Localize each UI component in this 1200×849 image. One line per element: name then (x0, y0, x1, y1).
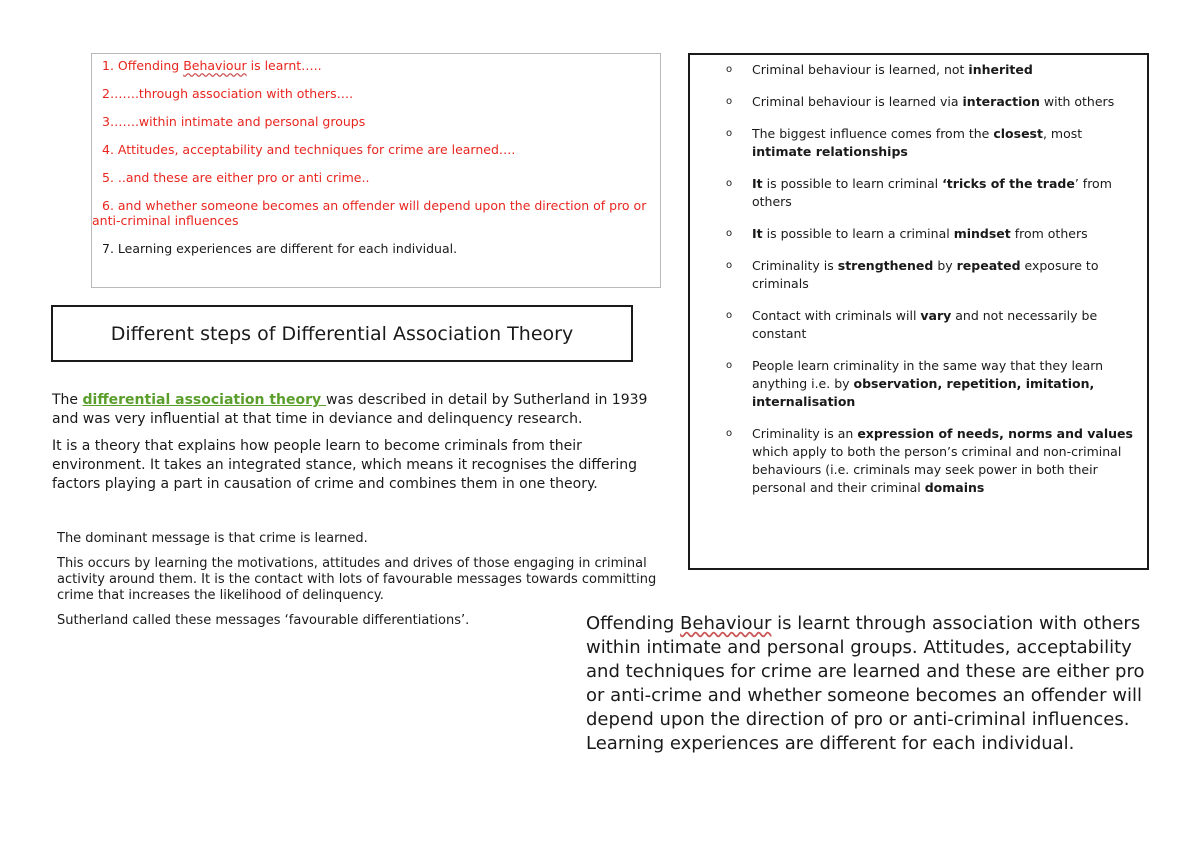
bullet-icon: o (726, 96, 733, 107)
summary-pre: Offending (586, 613, 681, 634)
bullet-icon: o (726, 128, 733, 139)
dominant-message-section (57, 531, 657, 638)
summary-post: is learnt through association with others within intimate and personal groups. Attitudes, acceptability and techniques for crime are learned and these are either pro or anti-crime and whether someone becomes an offender will depend upon the direction of pro or anti-criminal influences. Learning experiences are different for each individual. (586, 613, 1145, 754)
key-points-box (688, 53, 1149, 570)
bullet-icon: o (726, 360, 733, 371)
step-7: 7. Learning experiences are different for each individual. (102, 241, 458, 256)
differential-association-link[interactable]: differential association theory (82, 392, 327, 408)
list-item: o Criminal behaviour is learned, not inherited (726, 62, 1033, 77)
bullet-icon: o (726, 310, 733, 321)
step-5: 5. ..and these are either pro or anti crime.. (102, 170, 370, 185)
list-item: o Criminality is strengthened by repeated exposure to criminals (726, 258, 1099, 291)
step-2: 2…….through association with others…. (102, 86, 354, 101)
page-title: Different steps of Differential Association Theory (110, 322, 574, 345)
dominant-paragraph-3: Sutherland called these messages ‘favourable differentiations’. (57, 613, 470, 628)
step-3: 3…….within intimate and personal groups (102, 114, 366, 129)
list-item: o Contact with criminals will vary and not necessarily be constant (726, 308, 1098, 341)
bullet-icon: o (726, 428, 733, 439)
list-item: o It is possible to learn a criminal mindset from others (726, 226, 1088, 241)
bullet-icon: o (726, 228, 733, 239)
step-1-pre: 1. Offending (102, 58, 184, 73)
step-1-wave: Behaviour (183, 58, 247, 73)
list-item: o The biggest influence comes from the closest, most intimate relationships (726, 126, 1083, 159)
step-1-post: is learnt….. (246, 58, 322, 73)
key-points-list (726, 61, 1133, 497)
bullet-icon: o (726, 260, 733, 271)
dominant-paragraph-1: The dominant message is that crime is learned. (57, 531, 368, 546)
summary-wave: Behaviour (680, 613, 772, 634)
intro-paragraph-1 (52, 391, 662, 429)
list-item: o It is possible to learn criminal ‘tricks of the trade’ from others (726, 176, 1112, 209)
dominant-paragraph-2: This occurs by learning the motivations, attitudes and drives of those engaging in criminal activity around them. It is the contact with lots of favourable messages towards committing crime that increases the likelihood of delinquency. (57, 556, 657, 603)
intro-section (52, 391, 662, 502)
bullet-icon: o (726, 64, 733, 75)
list-item: o Criminality is an expression of needs, norms and values which apply to both the person’s criminal and non-criminal behaviours (i.e. criminals may seek power in both their personal and their criminal domains (726, 426, 1133, 495)
list-item: o Criminal behaviour is learned via interaction with others (726, 94, 1115, 109)
step-1 (92, 58, 650, 73)
page-title-box (51, 305, 633, 362)
step-4: 4. Attitudes, acceptability and techniques for crime are learned…. (102, 142, 516, 157)
intro-p1-pre: The (52, 392, 83, 408)
steps-box (91, 53, 661, 288)
intro-p1-post: was described in detail by Sutherland in 1939 and was very influential at that time in deviance and delinquency research. (52, 392, 648, 427)
list-item: o People learn criminality in the same way that they learn anything i.e. by observation, repetition, imitation, internalisation (726, 358, 1104, 409)
bullet-icon: o (726, 178, 733, 189)
summary-paragraph (586, 612, 1156, 756)
intro-paragraph-2: It is a theory that explains how people learn to become criminals from their environment. It takes an integrated stance, which means it recognises the differing factors playing a part in causation of crime and combines them in one theory. (52, 438, 638, 492)
step-6: 6. and whether someone becomes an offender will depend upon the direction of pro or anti-criminal influences (92, 198, 647, 228)
